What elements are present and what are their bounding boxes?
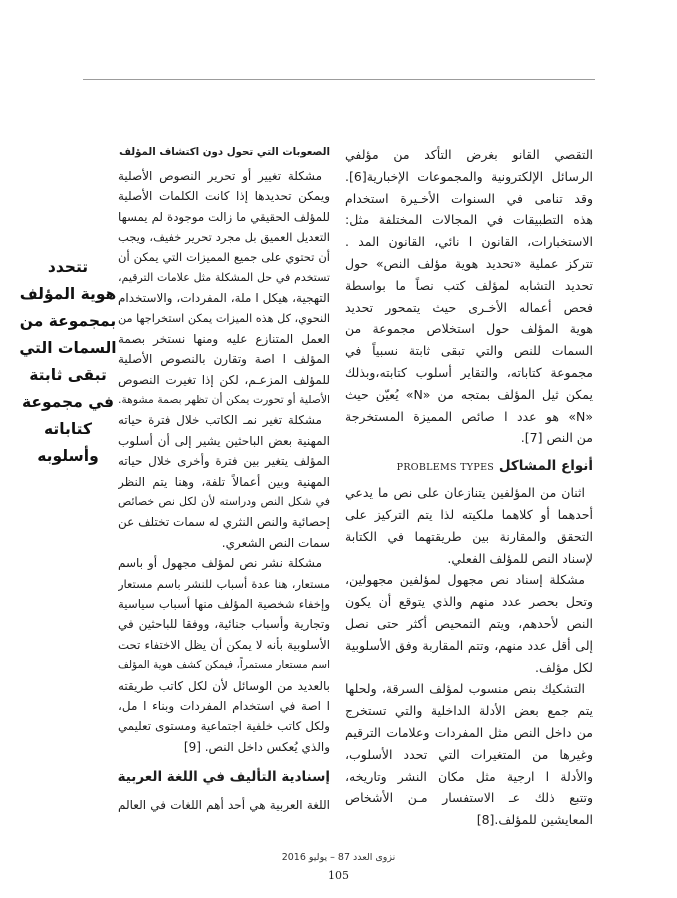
body-text-line: التهجية، هيكل ا ملة، المفردات، والاستخدام [118, 291, 330, 306]
body-text-line: وتتبع ذلك عـ الاستفسار مـن الأشخاص [345, 790, 593, 806]
section-heading-arabic-authorship: إسنادية التأليف في اللغة العربية [118, 769, 330, 786]
body-text-line: وإخفاء شخصية المؤلف منها أسباب سياسية [118, 597, 330, 611]
pull-quote-line: هوية المؤلف [19, 285, 117, 303]
body-text-line: مشكلة إسناد نص مجهول لمؤلفين مجهولين، [345, 572, 585, 588]
body-text-line: التشكيك بنص منسوب لمؤلف السرقة، ولحلها [345, 681, 585, 697]
body-text-line: المؤلف ا اصة وتقارن بالنصوص الأصلية [118, 352, 330, 367]
body-text-line: من النص [7]. [520, 430, 593, 446]
body-text-line: مجموعة كتاباته، والتقاير أسلوب كتابته،وبذلك [345, 364, 593, 380]
body-text-line: وتحل بحصر عدد منهم والذي يتوقع أن يكون [345, 594, 593, 610]
body-text-line: مستعار، هنا عدة أسباب للنشر باسم مستعار [118, 576, 330, 591]
section-heading-difficulties: الصعوبات التي تحول دون اكتشاف المؤلف [119, 146, 330, 158]
difficulties-list [118, 166, 330, 757]
body-text-line: للمؤلف المزعـم، لكن إذا تغيرت النصوص [118, 372, 330, 387]
body-text-line: في شكل النص ودراسته لأن لكل نص خصائص [118, 495, 330, 509]
body-text-line: تحديد التشابه لمؤلف كتب نصاً ما بواسطة [345, 277, 593, 293]
pull-quote-line: في مجموعة [21, 393, 115, 411]
section-heading-arabic: أنواع المشاكل [498, 458, 593, 475]
section-heading-problems-types [345, 455, 593, 477]
body-text-line: ويمكن تحديدها إذا كانت الكلمات الأصلية [118, 189, 330, 204]
body-text-line: فحص أعماله الأخـرى حيث يتمحور تحديد [345, 299, 593, 315]
body-text-line: السمات للنص والتي تبقى ثابتة نسبياً في [345, 343, 593, 359]
body-text-line: لكل مؤلف. [534, 659, 593, 675]
footer-issue: نزوى العدد 87 – يوليو 2016 [281, 852, 396, 863]
body-text-line: ولكل كاتب خلفية اجتماعية ومستوى تعليمي [118, 719, 330, 734]
body-text-line: وغيرها من المتغيرات التي تحدد الأسلوب، [345, 746, 593, 762]
body-text-line: التقصي القانو بغرض التأكد من مؤلفي [345, 147, 593, 162]
body-text-line: إلى أقل عدد منهم، وتتم المقاربة وفق الأسلوبية [345, 637, 593, 653]
body-text-line: النحوي، كل هذه الميزات يمكن استخراجها من [118, 311, 330, 325]
pull-quote-line: تتحدد [47, 258, 89, 276]
pull-quote [16, 254, 120, 470]
body-text-line: والأدلة ا ارجية مثل مكان النشر وتاريخه، [345, 768, 593, 784]
middle-column [118, 141, 330, 816]
problems-list [345, 482, 593, 831]
body-text-line: يمكن ثيل المؤلف بمتجه من «N» يُعيّن حيث [345, 386, 593, 402]
body-text-line: التحقق والمقارنة بين طريقتهما في الكتابة [345, 528, 593, 544]
pull-quote-line: وأسلوبه [37, 447, 99, 465]
body-text-line: اثنان من المؤلفين يتنازعان على نص ما يدعي [345, 485, 585, 501]
body-text-line: «N» هو عدد ا صائص المميزة المستخرجة [345, 408, 593, 424]
body-text-line: مشكلة تغيير أو تحرير النصوص الأصلية [118, 168, 322, 183]
body-text-line: وتجارية وأسباب جنائية، ووفقا للباحثين في [118, 617, 330, 632]
body-text-line: تستخدم في حل المشكلة مثل علامات الترقيم، [118, 270, 330, 284]
body-text-line: سمات النص الشعري. [221, 535, 330, 550]
pull-quote-line: تبقى ثابتة [29, 366, 107, 384]
body-text-line: الاستخبارات، القانون ا نائي، القانون المد . [345, 234, 593, 250]
body-text-line: هوية المؤلف حول استخلاص مجموعة من [345, 321, 593, 337]
body-text-line: لإسناد النص للمؤلف الفعلي. [447, 550, 593, 566]
body-text-line: التعديل العميق بل مجرد تحرير خفيف، ويجب [118, 229, 330, 244]
body-text-line: الرسائل الإلكترونية والمجموعات الإخبارية[6]. [345, 168, 593, 184]
body-text-line: هذه التطبيقات في المجالات المختلفة مثل: [345, 212, 593, 228]
arabic-authorship-paragraph [118, 795, 330, 815]
body-text-line: النص لأحدهم، ويتم التمحيص أكثر حتى نصل [345, 615, 593, 631]
section-heading-english: PROBLEMS TYPES [396, 462, 495, 474]
body-text-line: مشكلة نشر نص لمؤلف مجهول أو باسم [118, 556, 322, 571]
body-text-line: ا اصة في استخدام المفردات وبناء ا مل، [118, 698, 330, 713]
body-text-line: يتم جمع بعض الأدلة الداخلية والتي تستخرج [345, 703, 593, 719]
body-text-line: والذي يُعكس داخل النص. [9] [183, 739, 330, 754]
body-text-line: إحصائية والنص النثري له سمات تختلف عن [118, 515, 330, 530]
pull-quote-line: السمات التي [19, 339, 117, 357]
body-text-line: تتركز عملية «تحديد هوية مؤلف النص» حول [345, 255, 593, 271]
body-text-line: المؤلف يتغير بين فترة وأخرى خلال حياته [118, 454, 330, 469]
body-text-line: الأسلوبية بأنه لا يمكن أن يظل الاختفاء تحت [118, 637, 330, 652]
body-text-line: المهنية وبين أعمالاً تلفة، وهنا يتم النظر [118, 474, 330, 489]
body-text-line: مشكلة تغير نمـ الكاتب خلال فترة حياته [118, 413, 322, 428]
body-text-line: للمؤلف الحقيقي ما زالت موجودة لم يمسها [118, 209, 330, 224]
intro-paragraphs [345, 144, 593, 449]
top-rule [83, 79, 595, 80]
body-text-line: أحدهما أو كلاهما ملكيته لذا يتم التركيز على [345, 506, 593, 522]
body-text-line: أن تحتوي على جميع المميزات التي يمكن أن [118, 250, 330, 265]
right-column [345, 144, 593, 831]
body-text-line: الأصلية أو تحورت يمكن أن تظهر بصمة مشوهة. [118, 393, 330, 407]
body-text-line: اسم مستعار مستمراً، فيمكن كشف هوية المؤلف [118, 659, 330, 672]
body-text-line: اللغة العربية هي أحد أهم اللغات في العالم [118, 798, 330, 813]
pull-quote-line: بمجموعة من [19, 312, 117, 330]
body-text-line: العمل المتنازع عليه ومنها نستخر بصمة [118, 331, 330, 346]
body-text-line: من داخل النص مثل المفردات وعلامات الترقيم [345, 724, 593, 740]
pull-quote-line: كتاباته [43, 420, 93, 438]
body-text-line: بالعديد من الوسائل لأن لكل كاتب طريقته [118, 678, 330, 693]
body-text-line: المعايشين للمؤلف.[8] [476, 812, 593, 828]
body-text-line: المهنية بعض الباحثين يشير إلى أن أسلوب [118, 433, 330, 448]
page-number: 105 [328, 869, 349, 882]
body-text-line: وقد تنامى في السنوات الأخـيرة استخدام [345, 190, 593, 206]
